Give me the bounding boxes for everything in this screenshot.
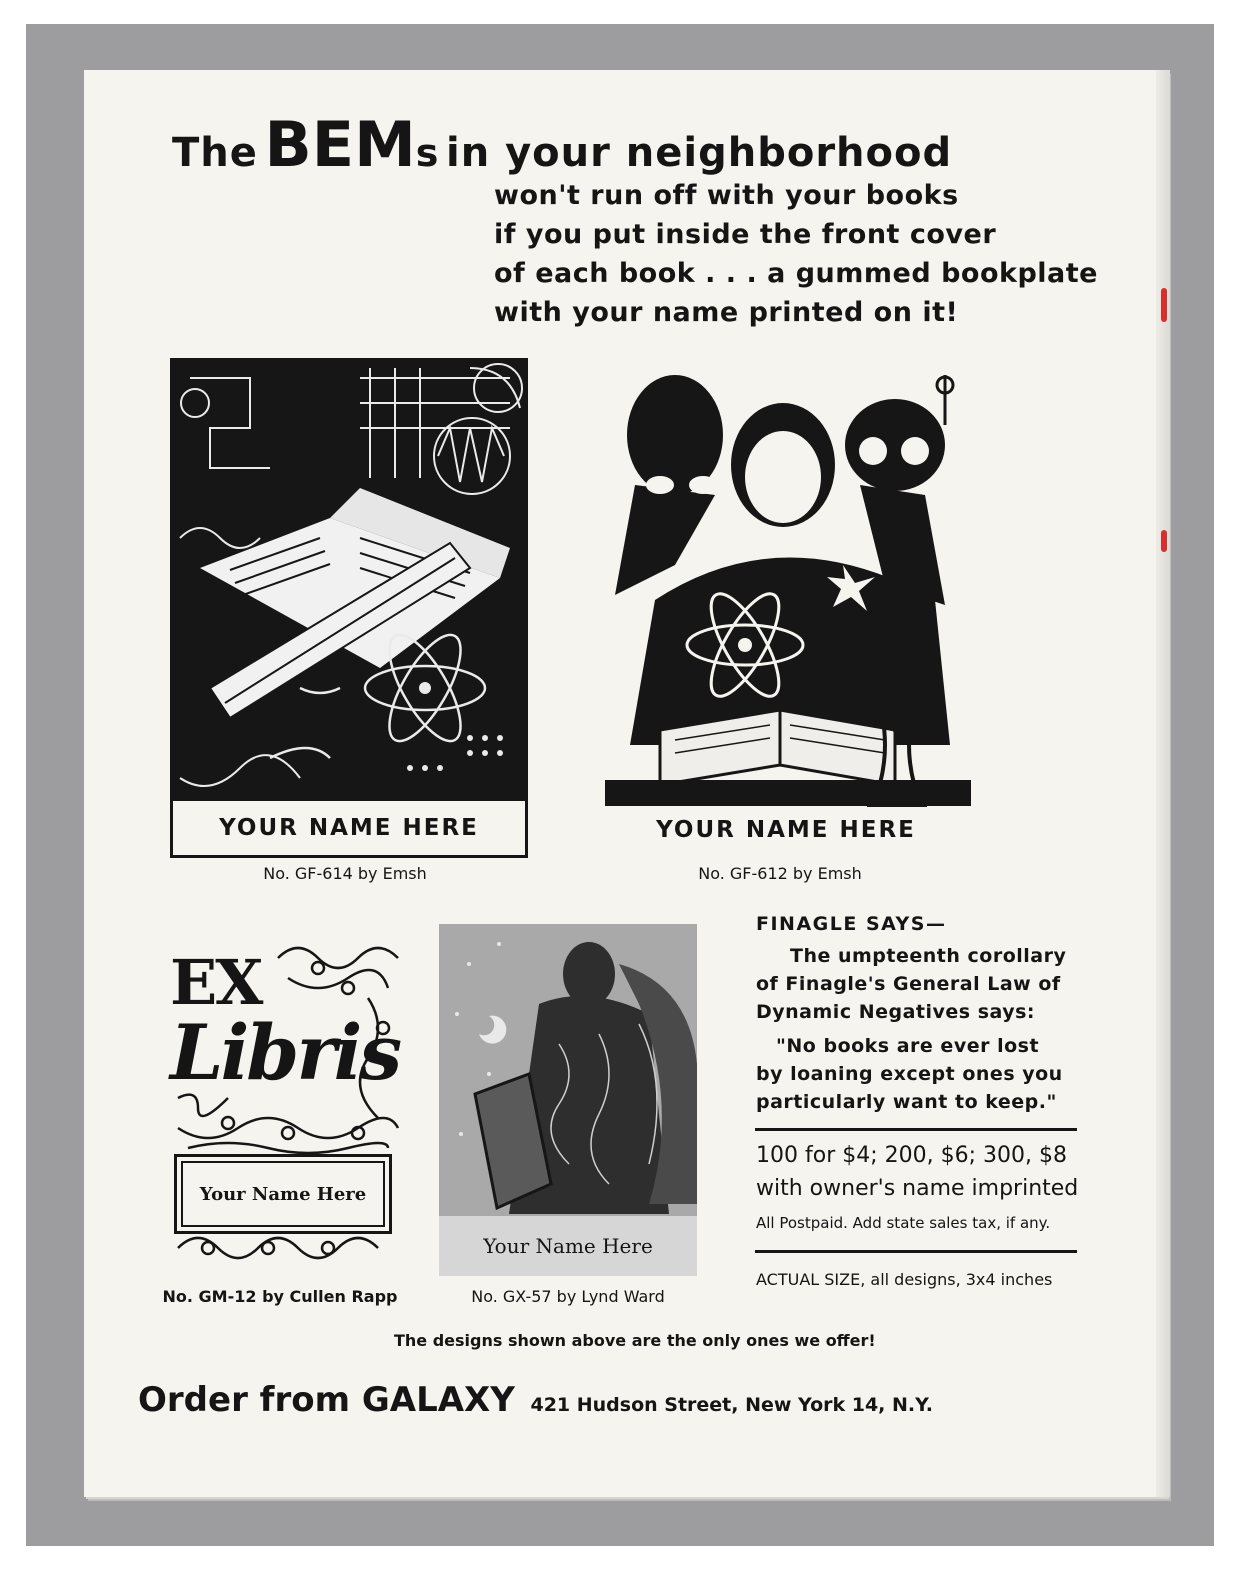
actual-size-line: ACTUAL SIZE, all designs, 3x4 inches [756,1270,1053,1289]
order-line [138,1380,933,1420]
bookplate-gf-612 [605,365,971,855]
finagle-line-2: of Finagle's General Law of [756,973,1061,995]
finagle-line-3: Dynamic Negatives says: [756,1001,1036,1023]
order-lead: Order from GALAXY [138,1380,515,1420]
book-slide-rule-illustration [170,358,528,858]
finagle-quote-2: by loaning except ones you [756,1063,1063,1085]
caption-gm-12: No. GM-12 by Cullen Rapp [162,1287,398,1306]
ex-libris-libris: Libris [170,1008,400,1097]
finagle-title: FINAGLE SAYS— [756,913,947,935]
order-address: 421 Hudson Street, New York 14, N.Y. [530,1394,933,1416]
headline-bem: BEM [264,108,416,181]
spine-accent-mark [1161,530,1167,552]
headline [172,108,952,181]
page-edge [1156,70,1170,1497]
imprint-line: with owner's name imprinted [756,1176,1079,1201]
reader-and-aliens-illustration [605,365,971,855]
caption-gf-612: No. GF-612 by Emsh [698,864,862,883]
spine-accent-mark [1161,288,1167,322]
price-line: 100 for $4; 200, $6; 300, $8 [756,1143,1067,1168]
bookplate-gf-614 [170,358,528,858]
divider-rule [755,1250,1077,1253]
headline-rest: in your neighborhood [445,130,953,176]
subline-4: with your name printed on it! [494,297,959,328]
finagle-quote-3: particularly want to keep." [756,1091,1057,1113]
headline-s: s [415,131,440,175]
gx-57-name-box: Your Name Here [483,1234,653,1258]
bookplate-gm-12 [168,938,400,1280]
gf-612-name-box: YOUR NAME HERE [656,817,916,843]
gm-12-name-box: Your Name Here [174,1154,392,1234]
gf-614-name-box: YOUR NAME HERE [170,798,528,858]
finagle-line-1: The umpteenth corollary [790,945,1067,967]
finagle-quote-1: "No books are ever lost [776,1035,1040,1057]
footer-note: The designs shown above are the only ones we offer! [394,1331,876,1350]
subline-1: won't run off with your books [494,180,959,211]
divider-rule [755,1128,1077,1131]
subline-2: if you put inside the front cover [494,219,997,250]
postpaid-line: All Postpaid. Add state sales tax, if any. [756,1214,1051,1232]
bookplate-gx-57 [439,924,697,1276]
caption-gx-57: No. GX-57 by Lynd Ward [471,1287,665,1306]
ex-libris-ex: EX [170,946,262,1019]
subline-3: of each book . . . a gummed bookplate [494,258,1098,289]
caption-gf-614: No. GF-614 by Emsh [263,864,427,883]
headline-the: The [172,130,258,176]
